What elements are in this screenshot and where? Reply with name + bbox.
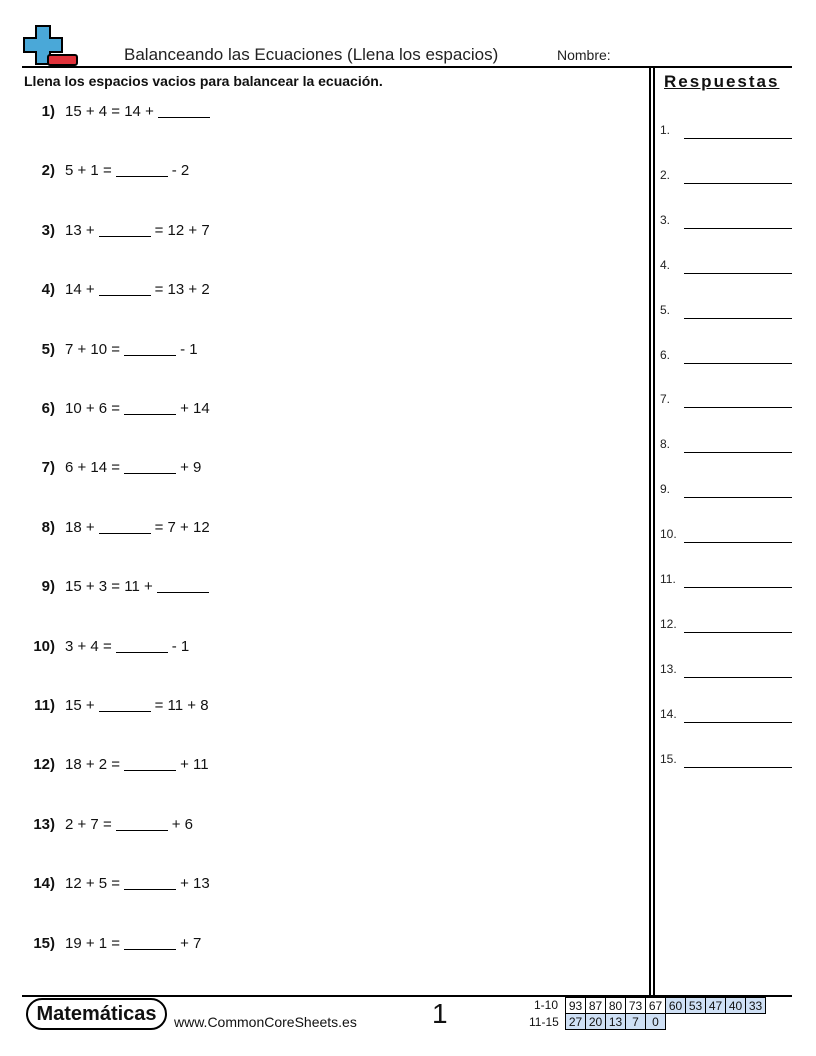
- equation-left: 2 + 7 =: [65, 815, 112, 833]
- answer-number: 12.: [660, 616, 677, 631]
- question-row: [24, 638, 189, 655]
- instructions: Llena los espacios vacios para balancear la ecuación.: [24, 73, 383, 89]
- question-row: [24, 400, 210, 417]
- equation-right: - 1: [180, 340, 198, 358]
- question-row: [24, 222, 210, 239]
- equation-left: 19 + 1 =: [65, 934, 121, 952]
- answer-line[interactable]: [684, 363, 792, 364]
- question-number: 7): [41, 459, 55, 477]
- equation-right: + 7: [180, 934, 202, 952]
- score-cell: 7: [626, 1014, 646, 1030]
- answer-number: 5.: [660, 302, 671, 317]
- name-label: Nombre:: [557, 47, 611, 63]
- answer-number: 13.: [660, 661, 677, 676]
- question-number: 13): [33, 815, 55, 833]
- column-divider: [653, 68, 655, 996]
- answer-line[interactable]: [684, 228, 792, 229]
- site-url: www.CommonCoreSheets.es: [174, 1014, 357, 1030]
- equation-right: + 13: [180, 875, 210, 893]
- answer-number: 7.: [660, 392, 671, 407]
- answer-line[interactable]: [684, 183, 792, 184]
- answer-blank[interactable]: [116, 163, 168, 177]
- equation-left: 7 + 10 =: [65, 340, 121, 358]
- equation-right: = 13 + 2: [154, 281, 210, 299]
- answers-title: Respuestas: [664, 72, 780, 91]
- question-number: 1): [41, 103, 55, 120]
- question-number: 10): [33, 637, 55, 655]
- equation-right: + 14: [180, 400, 210, 417]
- equation-left: 15 + 4 = 14 +: [65, 103, 154, 120]
- question-row: [24, 875, 210, 892]
- question-number: 12): [33, 756, 55, 774]
- question-number: 8): [41, 518, 55, 536]
- page-number: 1: [432, 998, 448, 1029]
- answer-blank[interactable]: [124, 342, 176, 356]
- question-number: 11): [34, 697, 55, 714]
- score-cell: 60: [666, 998, 686, 1014]
- equation-left: 15 +: [65, 697, 95, 714]
- equation-right: + 9: [180, 459, 202, 477]
- score-cell: 27: [566, 1014, 586, 1030]
- answer-line[interactable]: [684, 632, 792, 633]
- answer-line[interactable]: [684, 587, 792, 588]
- equation-left: 5 + 1 =: [65, 162, 112, 180]
- answer-line[interactable]: [684, 767, 792, 768]
- answer-number: 3.: [660, 212, 671, 227]
- brand-badge: Matemáticas: [26, 998, 167, 1030]
- answer-line[interactable]: [684, 452, 792, 453]
- equation-left: 3 + 4 =: [65, 637, 112, 655]
- equation-left: 13 +: [65, 221, 95, 239]
- question-number: 9): [41, 578, 55, 596]
- score-cell: 73: [626, 998, 646, 1014]
- answer-blank[interactable]: [99, 520, 151, 534]
- answer-line[interactable]: [684, 497, 792, 498]
- equation-right: = 7 + 12: [154, 518, 210, 536]
- answer-line[interactable]: [684, 138, 792, 139]
- score-row-label: 11-15: [529, 1015, 559, 1029]
- answer-line[interactable]: [684, 407, 792, 408]
- equation-right: = 11 + 8: [154, 697, 209, 714]
- column-divider: [649, 68, 651, 996]
- answer-blank[interactable]: [124, 401, 176, 415]
- question-number: 2): [41, 162, 55, 180]
- answer-blank[interactable]: [124, 757, 176, 771]
- score-cell: 33: [746, 998, 766, 1014]
- answer-blank[interactable]: [99, 698, 151, 712]
- answer-number: 15.: [660, 751, 677, 766]
- equation-left: 6 + 14 =: [65, 459, 121, 477]
- question-row: [24, 935, 201, 952]
- answer-number: 9.: [660, 482, 671, 497]
- answer-number: 1.: [660, 123, 671, 137]
- score-cell: 93: [566, 998, 586, 1014]
- answer-blank[interactable]: [99, 223, 151, 237]
- score-grid: [565, 997, 766, 1030]
- question-row: [24, 578, 213, 595]
- equation-left: 10 + 6 =: [65, 400, 121, 417]
- question-row: [24, 162, 189, 179]
- answer-blank[interactable]: [124, 936, 176, 950]
- answer-blank[interactable]: [124, 460, 176, 474]
- answer-number: 2.: [660, 167, 671, 182]
- question-number: 5): [41, 340, 55, 358]
- answer-blank[interactable]: [158, 104, 210, 118]
- answer-number: 8.: [660, 437, 671, 452]
- equation-left: 15 + 3 = 11 +: [65, 578, 153, 596]
- answer-line[interactable]: [684, 677, 792, 678]
- question-number: 14): [33, 875, 55, 893]
- question-row: [24, 816, 193, 833]
- question-number: 6): [41, 400, 55, 417]
- score-cell: 67: [646, 998, 666, 1014]
- answer-number: 11.: [660, 572, 676, 586]
- equation-left: 14 +: [65, 281, 95, 299]
- score-cell: 47: [706, 998, 726, 1014]
- answer-blank[interactable]: [116, 639, 168, 653]
- question-number: 3): [41, 221, 55, 239]
- answer-number: 14.: [660, 706, 677, 721]
- score-cell: 53: [686, 998, 706, 1014]
- answer-blank[interactable]: [124, 876, 176, 890]
- question-number: 15): [33, 934, 55, 952]
- question-row: [24, 281, 210, 298]
- answer-blank[interactable]: [99, 282, 151, 296]
- equation-right: = 12 + 7: [154, 221, 210, 239]
- equation-right: - 1: [171, 637, 190, 655]
- equation-left: 12 + 5 =: [65, 875, 121, 893]
- answer-number: 10.: [660, 527, 677, 542]
- question-row: [24, 103, 214, 120]
- answer-line[interactable]: [684, 318, 792, 319]
- equation-left: 18 +: [65, 518, 95, 536]
- question-row: [24, 341, 198, 358]
- score-cell: 13: [606, 1014, 626, 1030]
- equation-right: + 6: [171, 815, 193, 833]
- plus-minus-logo-icon: [22, 24, 80, 68]
- question-row: [24, 459, 201, 476]
- question-number: 4): [41, 281, 55, 299]
- score-cell: 87: [586, 998, 606, 1014]
- equation-left: 18 + 2 =: [65, 756, 121, 774]
- answer-number: 6.: [660, 347, 671, 362]
- score-cell: 40: [726, 998, 746, 1014]
- score-row-label: 1-10: [534, 998, 559, 1012]
- answer-blank[interactable]: [157, 579, 209, 593]
- answer-blank[interactable]: [116, 817, 168, 831]
- answer-line[interactable]: [684, 273, 792, 274]
- score-cell: 20: [586, 1014, 606, 1030]
- header-divider: [22, 66, 792, 68]
- answer-line[interactable]: [684, 542, 792, 543]
- answer-line[interactable]: [684, 722, 792, 723]
- page-title: Balanceando las Ecuaciones (Llena los espacios): [124, 45, 499, 64]
- score-cell: 80: [606, 998, 626, 1014]
- question-row: [24, 519, 210, 536]
- equation-right: + 11: [180, 756, 209, 774]
- answer-number: 4.: [660, 257, 671, 272]
- question-row: [24, 697, 209, 714]
- score-cell: 0: [646, 1014, 666, 1030]
- equation-right: - 2: [171, 162, 190, 180]
- question-row: [24, 756, 209, 773]
